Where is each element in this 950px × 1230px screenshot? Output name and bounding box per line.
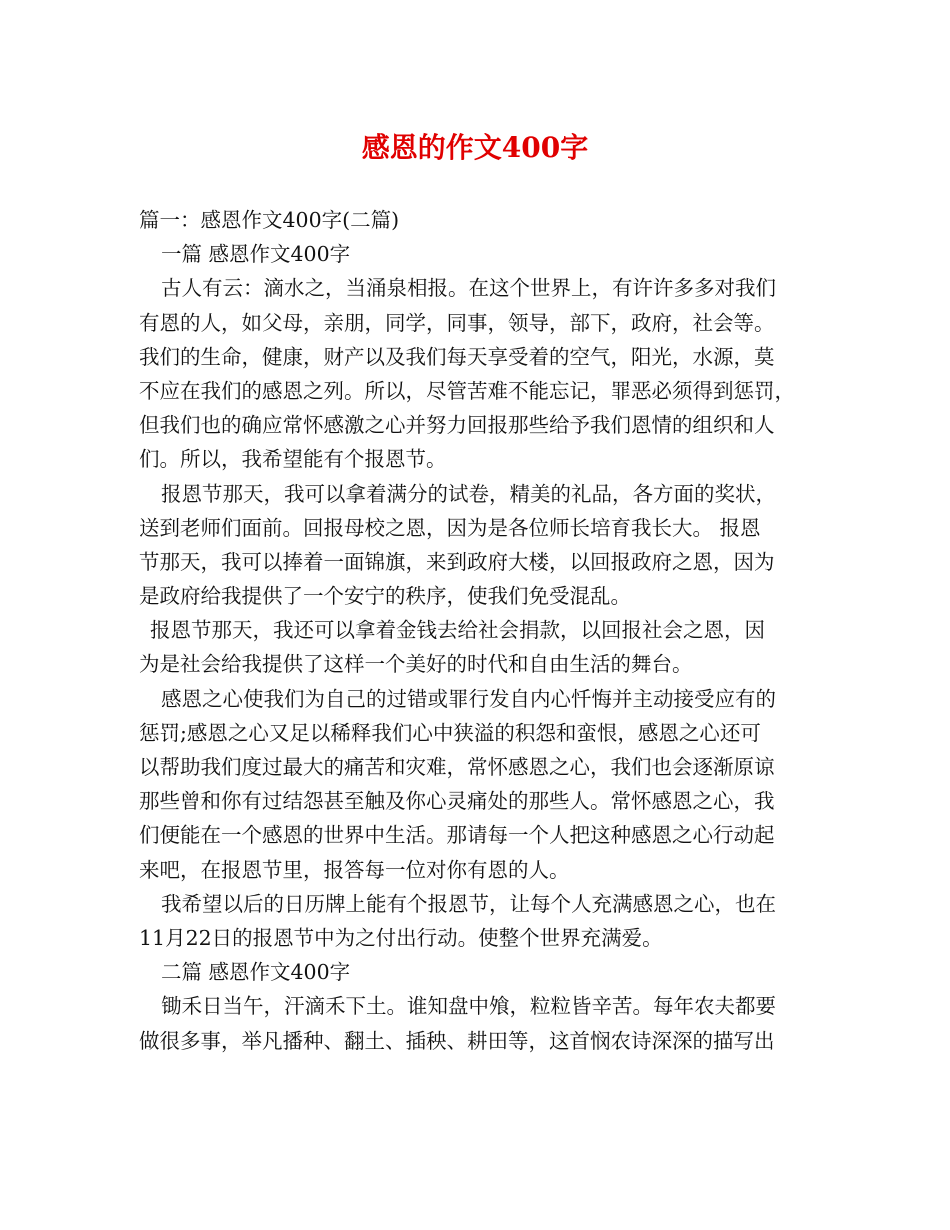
paragraph-line: 报恩节那天，我可以拿着满分的试卷，精美的礼品，各方面的奖状， (161, 481, 776, 506)
paragraph-line: 为是社会给我提供了这样一个美好的时代和自由生活的舞台。 (139, 652, 693, 677)
paragraph-line: 是政府给我提供了一个安宁的秩序，使我们免受混乱。 (139, 584, 631, 609)
paragraph-line: 11月22日的报恩节中为之付出行动。使整个世界充满爱。 (139, 925, 663, 950)
paragraph-line: 们。所以，我希望能有个报恩节。 (139, 447, 447, 472)
paragraph-line: 来吧，在报恩节里，报答每一位对你有恩的人。 (139, 857, 570, 882)
paragraph-line: 我希望以后的日历牌上能有个报恩节，让每个人充满感恩之心，也在 (161, 891, 776, 916)
paragraph-line: 但我们也的确应常怀感激之心并努力回报那些给予我们恩情的组织和人 (139, 413, 775, 438)
section-heading: 篇一：感恩作文400字(二篇) (139, 208, 400, 232)
paragraph-line: 做很多事，举凡播种、翻土、插秧、耕田等，这首悯农诗深深的描写出 (139, 1028, 775, 1053)
document-body (139, 203, 819, 1058)
paragraph-line: 我们的生命，健康，财产以及我们每天享受着的空气，阳光，水源，莫 (139, 344, 775, 369)
paragraph-line: 们便能在一个感恩的世界中生活。那请每一个人把这种感恩之心行动起 (139, 823, 775, 848)
paragraph-line: 有恩的人，如父母，亲朋，同学，同事，领导，部下，政府，社会等。 (139, 310, 775, 335)
paragraph-line: 锄禾日当午，汗滴禾下土。谁知盘中飧，粒粒皆辛苦。每年农夫都要 (161, 994, 776, 1019)
paragraph-line: 感恩之心使我们为自己的过错或罪行发自内心忏悔并主动接受应有的 (161, 686, 776, 711)
paragraph-line: 那些曾和你有过结怨甚至触及你心灵痛处的那些人。常怀感恩之心，我 (139, 789, 775, 814)
paragraph-line: 惩罚;感恩之心又足以稀释我们心中狭溢的积怨和蛮恨，感恩之心还可 (139, 720, 761, 745)
paragraph-line: 古人有云：滴水之，当涌泉相报。在这个世界上，有许许多多对我们 (161, 276, 776, 301)
paragraph-line: 送到老师们面前。回报母校之恩，因为是各位师长培育我长大。 报恩 (139, 515, 761, 540)
subsection-heading: 一篇 感恩作文400字 (161, 242, 351, 267)
paragraph-line: 以帮助我们度过最大的痛苦和灾难，常怀感恩之心，我们也会逐渐原谅 (139, 755, 775, 779)
paragraph-line: 不应在我们的感恩之列。所以，尽管苦难不能忘记，罪恶必须得到惩罚， (139, 378, 795, 403)
paragraph-line: 节那天，我可以捧着一面锦旗，来到政府大楼，以回报政府之恩，因为 (139, 549, 775, 574)
subsection-heading: 二篇 感恩作文400字 (161, 960, 351, 985)
document-title: 感恩的作文400字 (361, 131, 589, 164)
paragraph-line: 报恩节那天，我还可以拿着金钱去给社会捐款，以回报社会之恩，因 (150, 618, 765, 643)
